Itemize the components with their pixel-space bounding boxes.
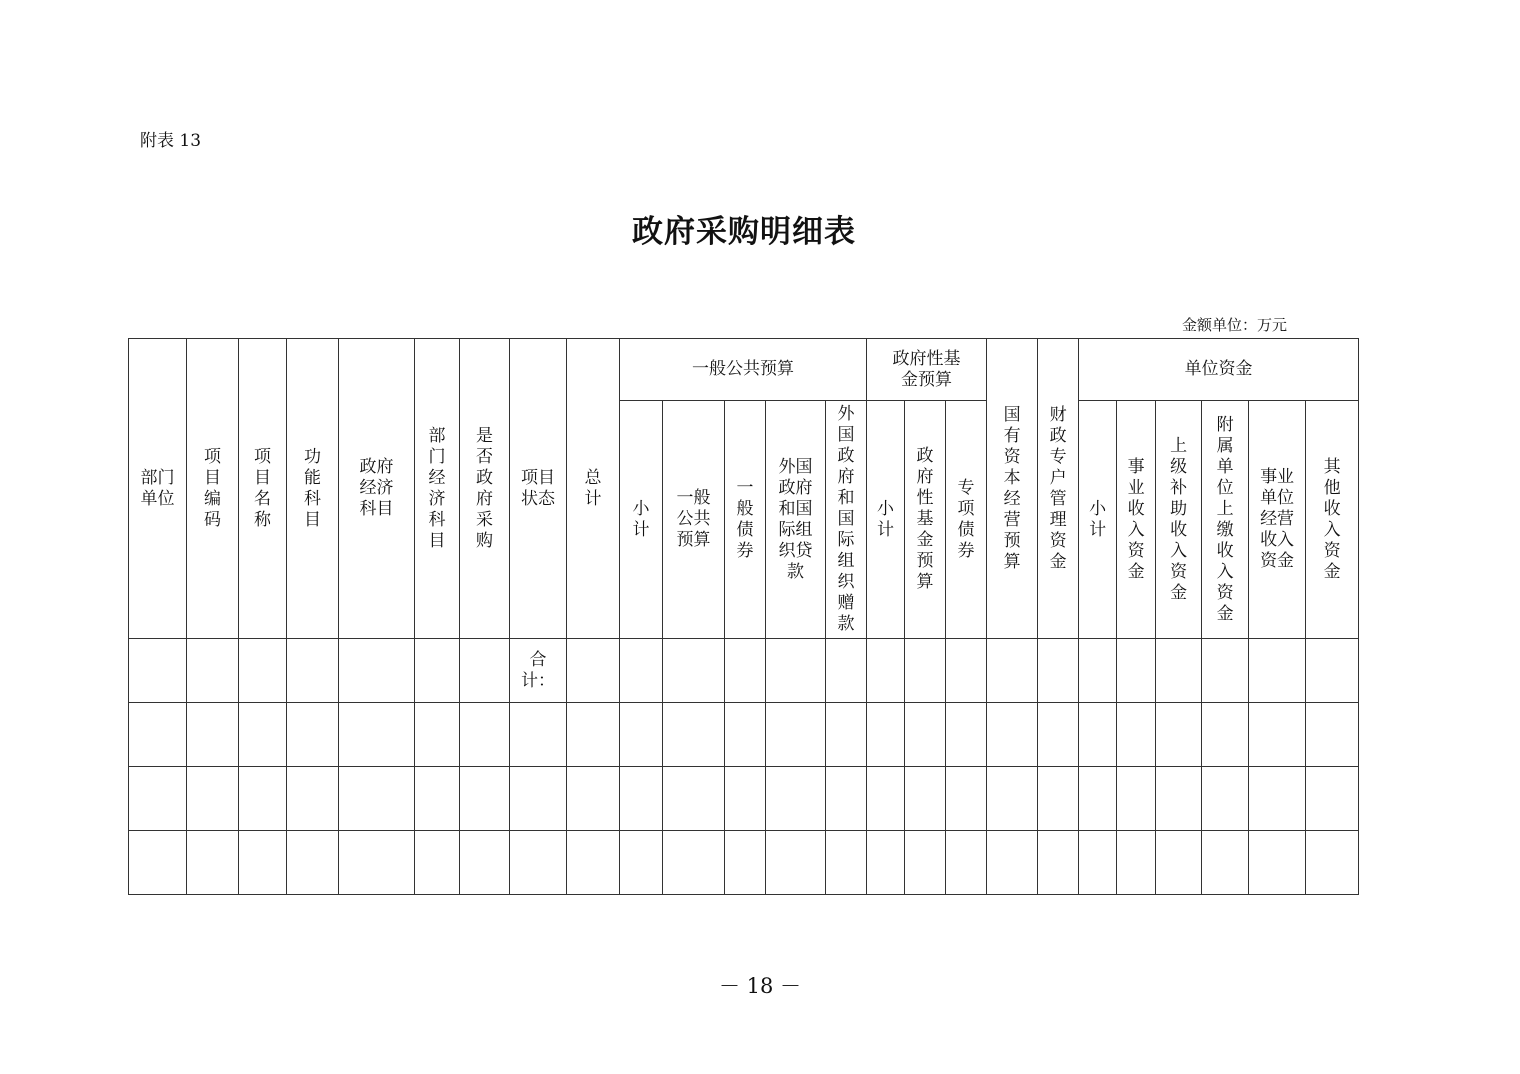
table-cell <box>129 831 187 895</box>
header-proj-status: 项目状态 <box>510 339 567 639</box>
header-proj-name: 项目名称 <box>239 339 287 639</box>
table-cell <box>905 831 946 895</box>
table-cell <box>415 639 460 703</box>
table-cell <box>1079 703 1117 767</box>
table-cell <box>1306 703 1359 767</box>
table-cell <box>187 639 239 703</box>
table-cell <box>1117 831 1156 895</box>
appendix-label: 附表 13 <box>140 131 202 151</box>
table-cell <box>620 639 663 703</box>
header-general-public-budget: 一般公共预算 <box>620 339 867 401</box>
table-cell <box>1306 767 1359 831</box>
table-cell <box>766 703 826 767</box>
table-cell <box>1249 639 1306 703</box>
table-cell <box>1079 639 1117 703</box>
gfb-gov-fund-budget: 政府性基金预算 <box>905 401 946 639</box>
table-cell <box>460 639 510 703</box>
table-cell <box>663 639 725 703</box>
table-cell <box>287 703 339 767</box>
table-cell <box>1038 831 1079 895</box>
table-cell <box>415 767 460 831</box>
table-cell <box>567 831 620 895</box>
table-cell <box>905 767 946 831</box>
table-cell <box>339 831 415 895</box>
table-cell <box>239 831 287 895</box>
table-cell <box>187 767 239 831</box>
table-cell <box>663 767 725 831</box>
header-state-capital-budget: 国有资本经营预算 <box>987 339 1038 639</box>
table-cell <box>725 639 766 703</box>
table-cell <box>905 639 946 703</box>
table-cell <box>1156 639 1202 703</box>
table-cell <box>987 703 1038 767</box>
total-row-label: 合计： <box>510 639 567 703</box>
table-cell <box>129 639 187 703</box>
table-cell <box>1306 639 1359 703</box>
table-cell <box>987 639 1038 703</box>
header-row-top <box>129 339 1359 401</box>
table-cell <box>946 767 987 831</box>
table-cell <box>339 767 415 831</box>
table-cell <box>129 703 187 767</box>
table-cell <box>1249 703 1306 767</box>
table-cell <box>1156 831 1202 895</box>
gpb-foreign-grants: 外国政府和国际组织赠款 <box>826 401 867 639</box>
table-cell <box>867 831 905 895</box>
gfb-subtotal: 小计 <box>867 401 905 639</box>
uf-other-income: 其他收入资金 <box>1306 401 1359 639</box>
uf-affiliated-remit: 附属单位上缴收入资金 <box>1202 401 1249 639</box>
amount-unit: 金额单位：万元 <box>1182 316 1288 334</box>
table-cell <box>239 639 287 703</box>
gpb-subtotal: 小计 <box>620 401 663 639</box>
table-cell <box>1156 703 1202 767</box>
table-cell <box>663 831 725 895</box>
gpb-general-bonds: 一般债券 <box>725 401 766 639</box>
procurement-table <box>128 338 1359 895</box>
table-cell <box>987 831 1038 895</box>
table-cell <box>287 639 339 703</box>
page-title: 政府采购明细表 <box>632 214 856 250</box>
header-gov-econ-subject: 政府经济科目 <box>339 339 415 639</box>
table-cell <box>1117 767 1156 831</box>
table-cell <box>1249 831 1306 895</box>
table-cell <box>1117 703 1156 767</box>
table-cell <box>867 767 905 831</box>
table-cell <box>867 639 905 703</box>
table-cell <box>620 831 663 895</box>
uf-business-operation: 事业单位经营收入资金 <box>1249 401 1306 639</box>
table-cell <box>946 703 987 767</box>
header-func-subject: 功能科目 <box>287 339 339 639</box>
table-cell <box>620 767 663 831</box>
table-cell <box>1117 639 1156 703</box>
uf-subtotal: 小计 <box>1079 401 1117 639</box>
table-cell <box>766 831 826 895</box>
table-cell <box>287 767 339 831</box>
header-dept-unit: 部门单位 <box>129 339 187 639</box>
table-cell <box>826 703 867 767</box>
table-cell <box>725 703 766 767</box>
table-row <box>129 703 1359 767</box>
table-cell <box>129 767 187 831</box>
table-cell <box>946 831 987 895</box>
table-cell <box>905 703 946 767</box>
table-cell <box>187 703 239 767</box>
table-cell <box>339 639 415 703</box>
table-cell <box>460 767 510 831</box>
table-cell <box>725 767 766 831</box>
table-cell <box>826 767 867 831</box>
table-cell <box>867 703 905 767</box>
gfb-special-bonds: 专项债券 <box>946 401 987 639</box>
total-row <box>129 639 1359 703</box>
table-cell <box>1079 831 1117 895</box>
table-cell <box>766 767 826 831</box>
table-cell <box>567 639 620 703</box>
uf-business-income: 事业收入资金 <box>1117 401 1156 639</box>
gpb-general-public-budget: 一般公共预算 <box>663 401 725 639</box>
table-cell <box>1038 767 1079 831</box>
table-cell <box>239 703 287 767</box>
table-cell <box>1202 703 1249 767</box>
table-cell <box>510 767 567 831</box>
page-number: － 18 － <box>718 974 802 998</box>
table-cell <box>187 831 239 895</box>
table-cell <box>1038 703 1079 767</box>
table-cell <box>826 639 867 703</box>
table-cell <box>663 703 725 767</box>
table-cell <box>1156 767 1202 831</box>
table-cell <box>415 831 460 895</box>
table-cell <box>946 639 987 703</box>
uf-superior-subsidy: 上级补助收入资金 <box>1156 401 1202 639</box>
table-cell <box>510 831 567 895</box>
gpb-foreign-loans: 外国政府和国际组织贷款 <box>766 401 826 639</box>
table-cell <box>567 703 620 767</box>
header-total: 总计 <box>567 339 620 639</box>
table-row <box>129 831 1359 895</box>
table-cell <box>1079 767 1117 831</box>
header-proj-code: 项目编码 <box>187 339 239 639</box>
table-cell <box>287 831 339 895</box>
table-cell <box>239 767 287 831</box>
table-cell <box>725 831 766 895</box>
table-cell <box>987 767 1038 831</box>
header-gov-fund-budget: 政府性基金预算 <box>867 339 987 401</box>
header-fiscal-special-fund: 财政专户管理资金 <box>1038 339 1079 639</box>
table-cell <box>1249 767 1306 831</box>
header-dept-econ-subject: 部门经济科目 <box>415 339 460 639</box>
table-cell <box>620 703 663 767</box>
table-cell <box>826 831 867 895</box>
table-cell <box>415 703 460 767</box>
table-cell <box>567 767 620 831</box>
table-cell <box>339 703 415 767</box>
table-cell <box>1202 831 1249 895</box>
table-cell <box>510 703 567 767</box>
table-cell <box>460 831 510 895</box>
table-cell <box>1038 639 1079 703</box>
table-cell <box>460 703 510 767</box>
table-cell <box>1202 767 1249 831</box>
table-cell <box>1202 639 1249 703</box>
header-unit-funds: 单位资金 <box>1079 339 1359 401</box>
header-is-gov-procure: 是否政府采购 <box>460 339 510 639</box>
table-cell <box>1306 831 1359 895</box>
table-cell <box>766 639 826 703</box>
table-row <box>129 767 1359 831</box>
